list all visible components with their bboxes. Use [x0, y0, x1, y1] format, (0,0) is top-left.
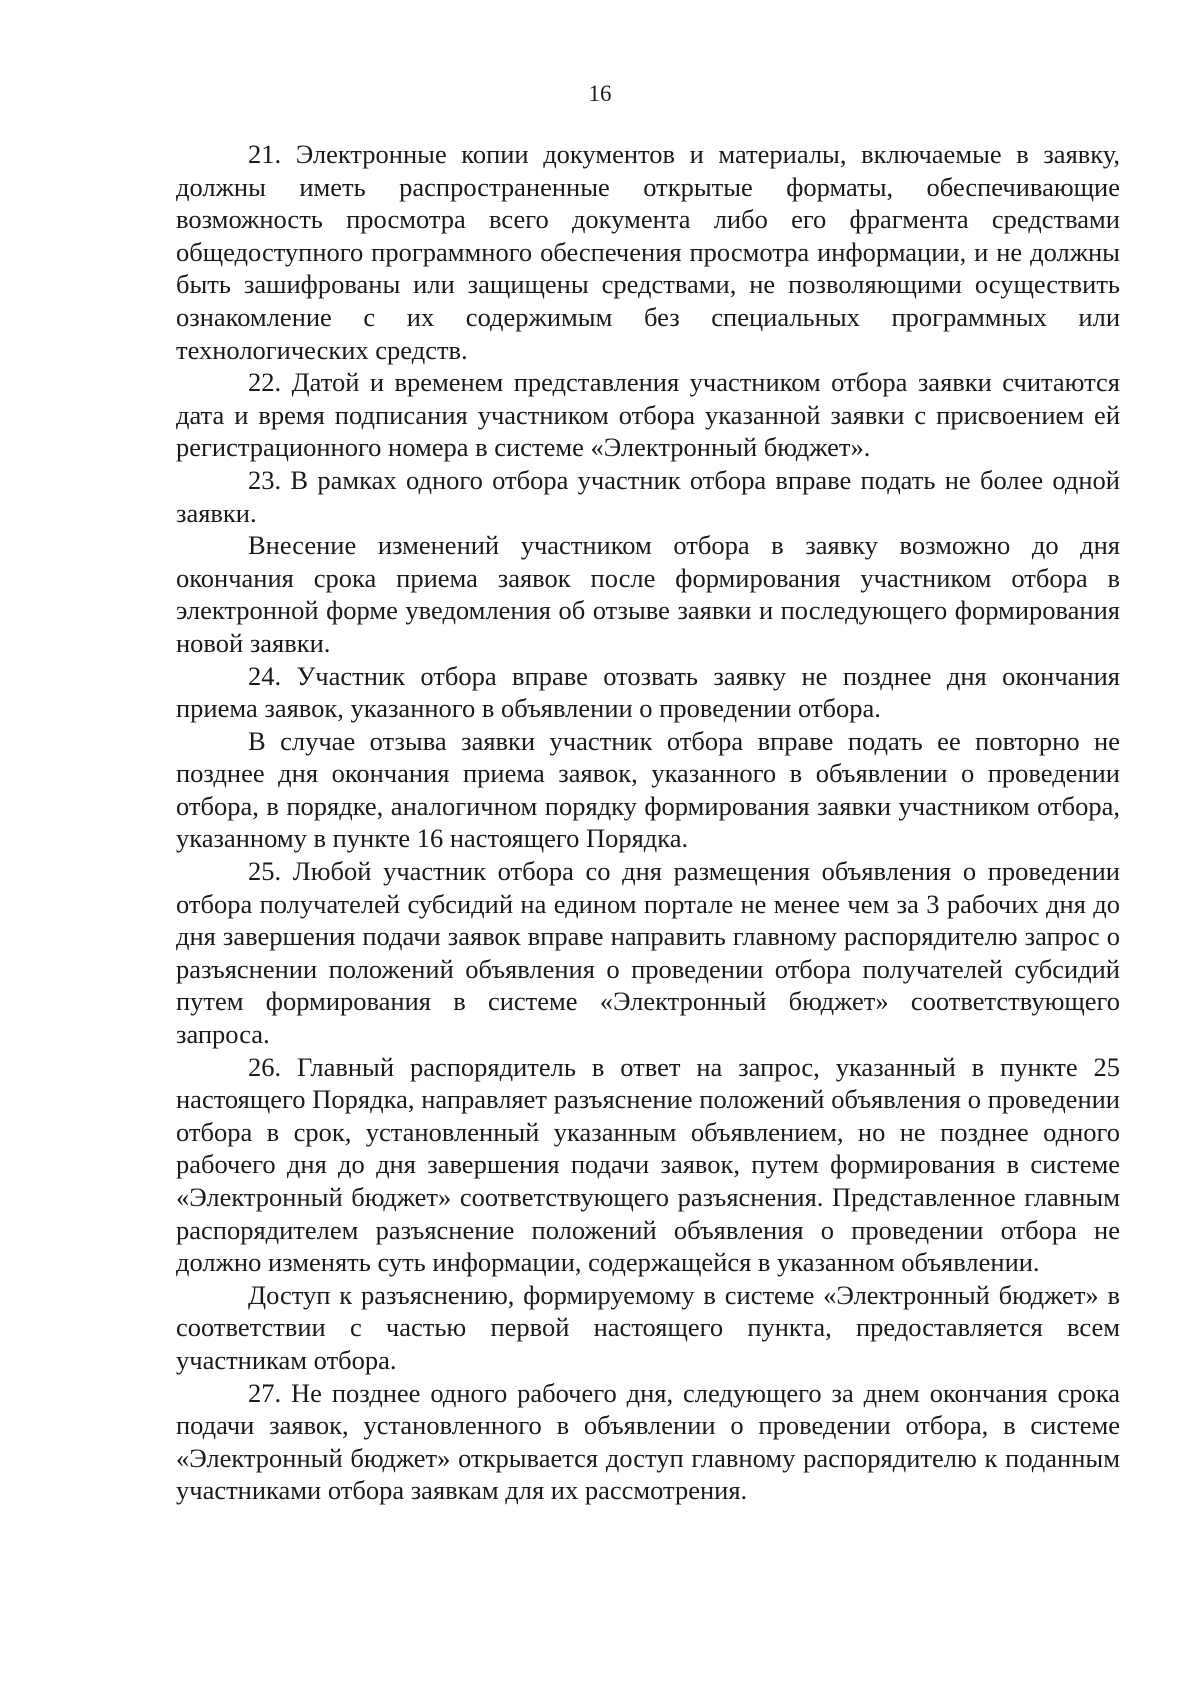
- page-number: 16: [588, 81, 612, 106]
- paragraph-25: 25. Любой участник отбора со дня размещения объявления о проведении отбора получателей субсидий на едином портале не менее чем за 3 рабочих дня до дня завершения подачи заявок вправе направить главному распорядителю запрос о разъяснении положений объявления о проведении отбора получателей субсидий путем формирования в системе «Электронный бюджет» соответствующего запроса.: [176, 856, 1120, 1050]
- paragraph-26: 26. Главный распорядитель в ответ на запрос, указанный в пункте 25 настоящего Порядка, направляет разъяснение положений объявления о проведении отбора в срок, установленный указанным объявлением, но не позднее одного рабочего дня до дня завершения подачи заявок, путем формирования в системе «Электронный бюджет» соответствующего разъяснения. Представленное главным распорядителем разъяснение положений объявления о проведении отбора не должно изменять суть информации, содержащейся в указанном объявлении.: [176, 1051, 1120, 1278]
- paragraph-24-continuation: В случае отзыва заявки участник отбора вправе подать ее повторно не позднее дня окончания приема заявок, указанного в объявлении о проведении отбора, в порядке, аналогичном порядку формирования заявки участником отбора, указанному в пункте 16 настоящего Порядка.: [176, 725, 1120, 854]
- paragraph-27: 27. Не позднее одного рабочего дня, следующего за днем окончания срока подачи заявок, установленного в объявлении о проведении отбора, в системе «Электронный бюджет» открывается доступ главному распорядителю к поданным участниками отбора заявкам для их рассмотрения.: [176, 1377, 1120, 1506]
- paragraph-23-continuation: Внесение изменений участником отбора в заявку возможно до дня окончания срока приема заявок после формирования участником отбора в электронной форме уведомления об отзыве заявки и последующего формирования новой заявки.: [176, 530, 1120, 658]
- paragraph-22: 22. Датой и временем представления участником отбора заявки считаются дата и время подписания участником отбора указанной заявки с присвоением ей регистрационного номера в системе «Электронный бюджет».: [176, 367, 1120, 463]
- paragraph-26-continuation: Доступ к разъяснению, формируемому в системе «Электронный бюджет» в соответствии с частью первой настоящего пункта, предоставляется всем участникам отбора.: [176, 1279, 1120, 1375]
- document-body: [176, 138, 1120, 1507]
- paragraph-21: 21. Электронные копии документов и материалы, включаемые в заявку, должны иметь распространенные открытые форматы, обеспечивающие возможность просмотра всего документа либо его фрагмента средствами общедоступного программного обеспечения просмотра информации, и не должны быть зашифрованы или защищены средствами, не позволяющими осуществить ознакомление с их содержимым без специальных программных или технологических средств.: [176, 139, 1120, 365]
- paragraph-23: 23. В рамках одного отбора участник отбора вправе подать не более одной заявки.: [176, 464, 1120, 528]
- paragraph-24: 24. Участник отбора вправе отозвать заявку не позднее дня окончания приема заявок, указанного в объявлении о проведении отбора.: [176, 660, 1120, 724]
